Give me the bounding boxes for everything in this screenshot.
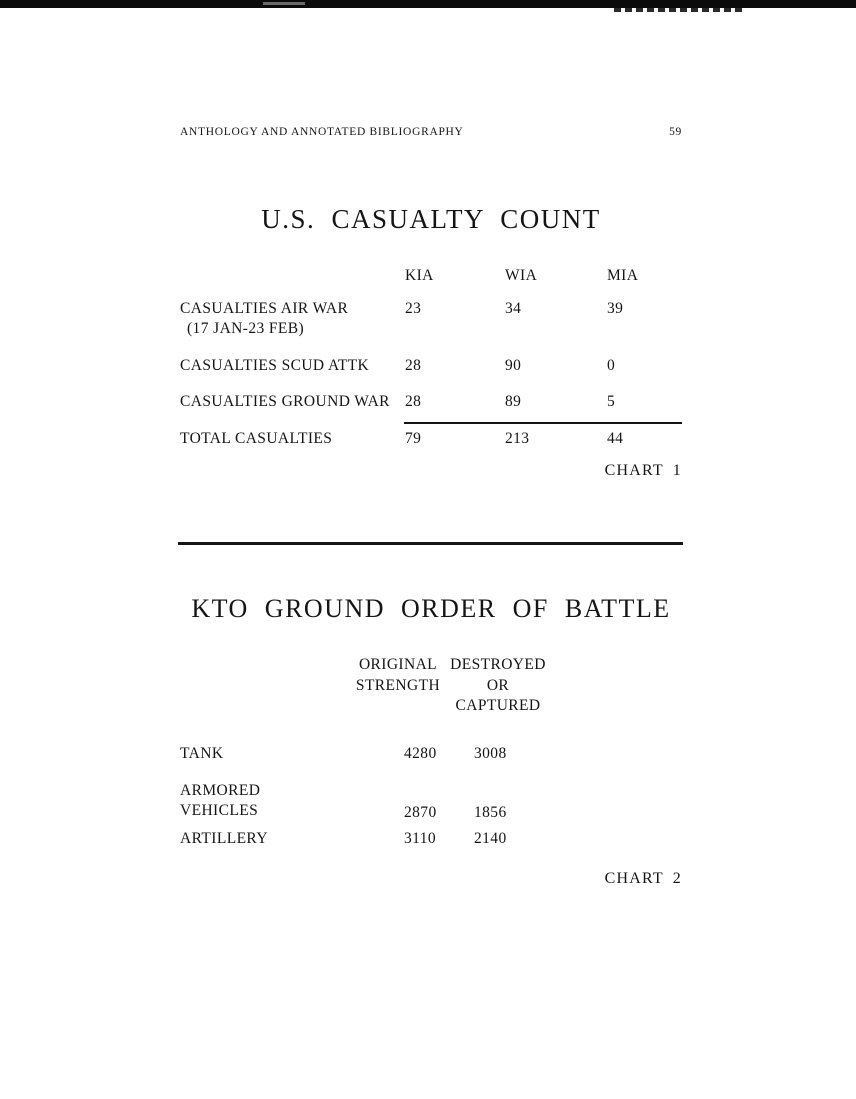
table-row-artillery xyxy=(180,829,682,849)
page-number: 59 xyxy=(669,126,682,138)
row-label-line1: ARMORED xyxy=(180,782,261,799)
row-label: CASUALTIES SCUD ATTK xyxy=(180,357,370,374)
chart2-column-header-destroyed-captured xyxy=(448,655,548,717)
row-label xyxy=(180,299,405,339)
table-row-ground-war xyxy=(180,392,682,412)
row-label xyxy=(180,781,404,823)
row-label: ARTILLERY xyxy=(180,830,268,847)
header-line: ORIGINAL xyxy=(358,656,438,673)
row-label-line2: (17 JAN-23 FEB) xyxy=(187,320,305,337)
wia-total: 213 xyxy=(505,430,530,447)
wia-value: 34 xyxy=(505,300,522,317)
header-line: STRENGTH xyxy=(355,676,441,694)
scan-edge-bar xyxy=(0,0,856,8)
mia-value: 5 xyxy=(607,393,616,410)
scan-edge-dashes xyxy=(614,8,746,12)
kia-total: 79 xyxy=(405,430,422,447)
chart2-caption: CHART 2 xyxy=(604,870,682,887)
table-row-tank xyxy=(180,744,682,764)
chart1-column-header-row xyxy=(180,266,682,286)
kia-value: 23 xyxy=(405,300,422,317)
original-strength-value: 4280 xyxy=(404,745,437,762)
table-row-armored-vehicles xyxy=(180,781,682,823)
table-row-total xyxy=(180,429,682,449)
row-label: TANK xyxy=(180,745,224,762)
row-label: CASUALTIES GROUND WAR xyxy=(180,393,390,410)
totals-rule xyxy=(404,422,682,424)
original-strength-value: 3110 xyxy=(404,830,437,847)
mia-value: 39 xyxy=(607,300,624,317)
table-row-air-war xyxy=(180,299,682,339)
row-label-line1: CASUALTIES AIR WAR xyxy=(180,300,349,317)
wia-value: 89 xyxy=(505,393,522,410)
running-header xyxy=(180,126,682,138)
column-header-wia: WIA xyxy=(505,267,538,284)
chart2-column-header-original-strength xyxy=(350,655,446,696)
wia-value: 90 xyxy=(505,357,522,374)
row-label: TOTAL CASUALTIES xyxy=(180,430,333,447)
running-header-text: ANTHOLOGY AND ANNOTATED BIBLIOGRAPHY xyxy=(180,126,464,138)
kia-value: 28 xyxy=(405,357,422,374)
header-line: CAPTURED xyxy=(455,697,541,714)
mia-total: 44 xyxy=(607,430,624,447)
chart2-title: KTO GROUND ORDER OF BATTLE xyxy=(191,594,671,623)
spacer-cell xyxy=(180,266,405,286)
header-line: DESTROYED xyxy=(450,656,546,673)
destroyed-captured-value: 1856 xyxy=(474,804,507,821)
table-row-scud-attk xyxy=(180,356,682,376)
chart1-title: U.S. CASUALTY COUNT xyxy=(261,204,601,234)
row-label-line2: VEHICLES xyxy=(180,802,259,819)
mia-value: 0 xyxy=(607,357,616,374)
original-strength-value: 2870 xyxy=(404,804,437,821)
header-line: OR xyxy=(486,676,510,694)
section-divider-rule xyxy=(178,542,683,545)
destroyed-captured-value: 3008 xyxy=(474,745,507,762)
destroyed-captured-value: 2140 xyxy=(474,830,507,847)
chart1-caption: CHART 1 xyxy=(604,462,682,479)
scan-edge-notch xyxy=(263,2,305,5)
column-header-mia: MIA xyxy=(607,267,639,284)
kia-value: 28 xyxy=(405,393,422,410)
column-header-kia: KIA xyxy=(405,267,434,284)
